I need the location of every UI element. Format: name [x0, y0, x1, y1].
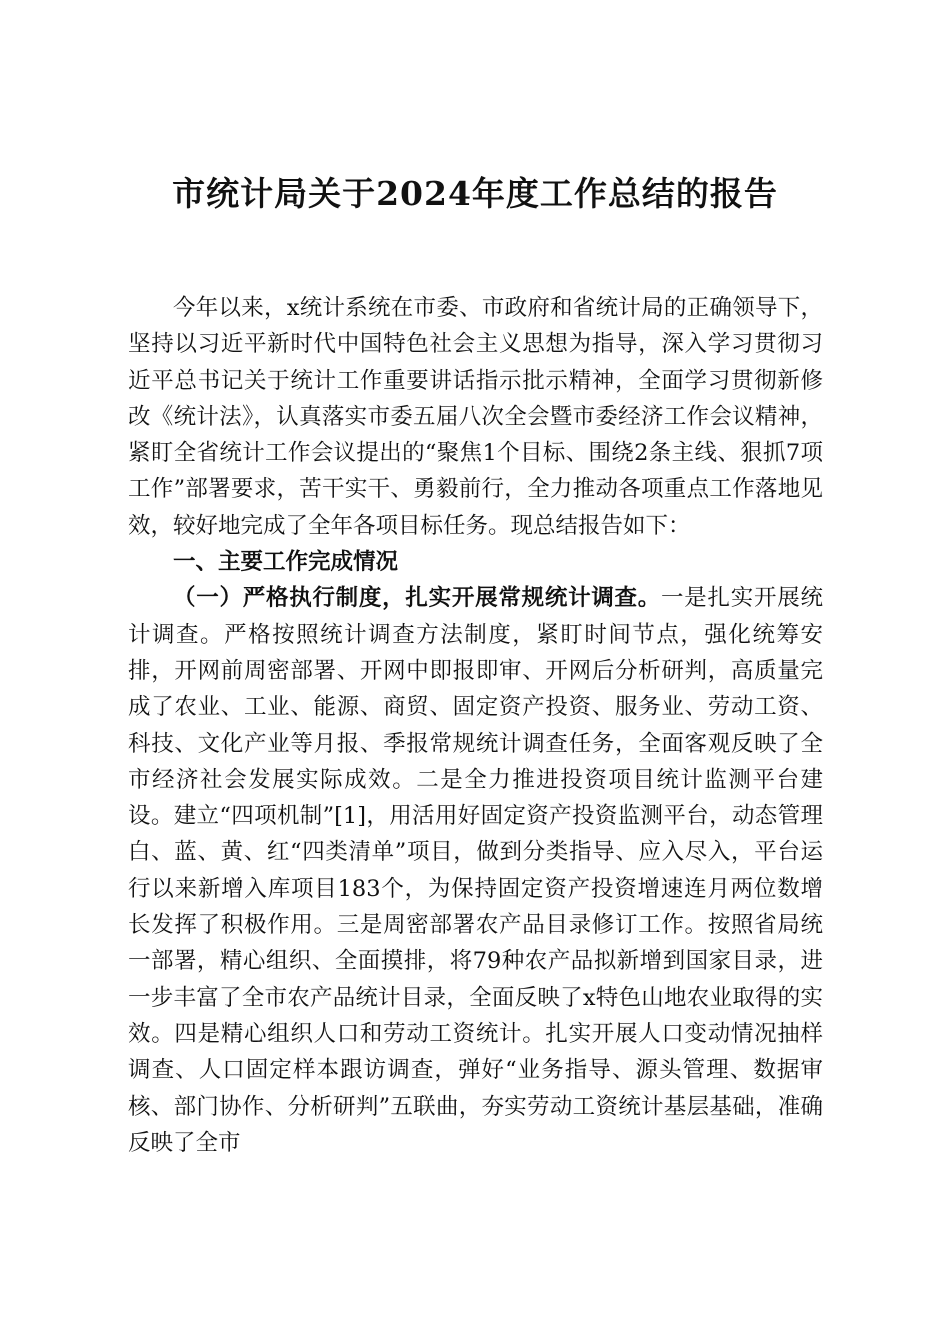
sub-body: 一是扎实开展统计调查。严格按照统计调查方法制度，紧盯时间节点，强化统筹安排，开网前周密部署、开网中即报即审、开网后分析研判，高质量完成了农业、工业、能源、商贸、固定资产投资、服务业、劳动工资、科技、文化产业等月报、季报常规统计调查任务，全面客观反映了全市经济社会发展实际成效。二是全力推进投资项目统计监测平台建设。建立“四项机制”[1]，用活用好固定资产投资监测平台，动态管理白、蓝、黄、红“四类清单”项目，做到分类指导、应入尽入，平台运行以来新增入库项目183个，为保持固定资产投资增速连月两位数增长发挥了积极作用。三是周密部署农产品目录修订工作。按照省局统一部署，精心组织、全面摸排，将79种农产品拟新增到国家目录，进一步丰富了全市农产品统计目录，全面反映了x特色山地农业取得的实效。四是精心组织人口和劳动工资统计。扎实开展人口变动情况抽样调查、人口固定样本跟访调查，弹好“业务指导、源头管理、数据审核、部门协作、分析研判”五联曲，夯实劳动工资统计基层基础，准确反映了全市 — [128, 585, 823, 1156]
document-body — [128, 290, 823, 1161]
section-paragraph — [128, 580, 823, 1161]
document-title: 市统计局关于2024年度工作总结的报告 — [172, 174, 778, 213]
intro-paragraph: 今年以来，x统计系统在市委、市政府和省统计局的正确领导下，坚持以习近平新时代中国特色社会主义思想为指导，深入学习贯彻习近平总书记关于统计工作重要讲话指示批示精神，全面学习贯彻新修改《统计法》，认真落实市委五届八次全会暨市委经济工作会议精神，紧盯全省统计工作会议提出的“聚焦1个目标、围绕2条主线、狠抓7项工作”部署要求，苦干实干、勇毅前行，全力推动各项重点工作落地见效，较好地完成了全年各项目标任务。现总结报告如下： — [128, 295, 823, 539]
sub-heading: （一）严格执行制度，扎实开展常规统计调查。 — [173, 585, 662, 612]
section-heading: 一、主要工作完成情况 — [173, 549, 399, 576]
